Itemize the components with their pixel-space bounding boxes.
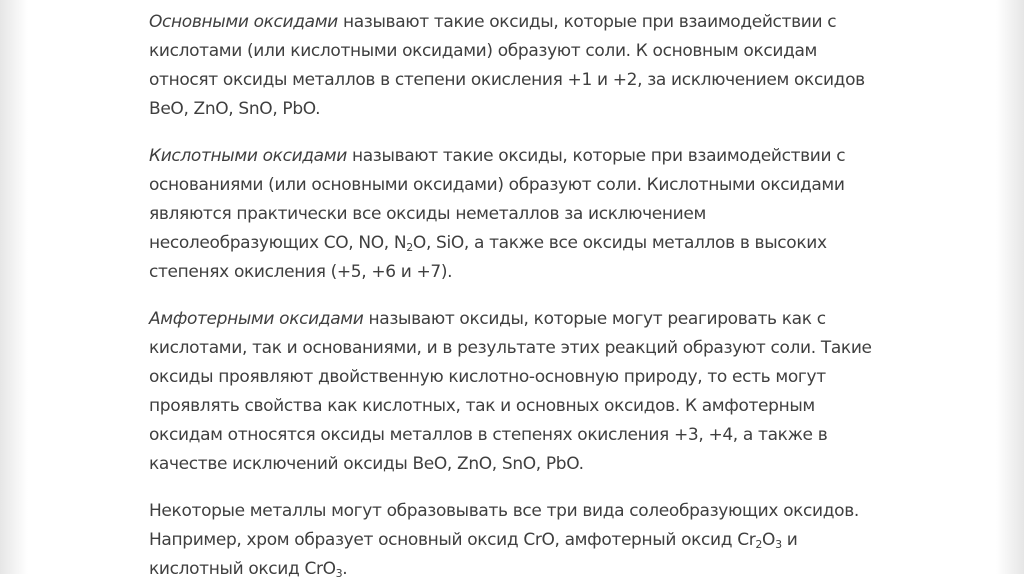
text-line: являются практически все оксиды неметаллов за исключением: [149, 204, 706, 224]
term-basic-oxides: Основными оксидами: [149, 12, 338, 32]
text-fragment: называют такие оксиды, которые при взаимодействии с: [337, 12, 837, 32]
text-line: оксидам относятся оксиды металлов в степенях окисления +3, +4, а также в: [149, 425, 828, 445]
text-line: степенях окисления (+5, +6 и +7).: [149, 262, 453, 282]
text-line: [149, 555, 889, 584]
text-line: [149, 142, 889, 171]
text-line: BeO, ZnO, SnO, PbO.: [149, 99, 321, 119]
text-line: кислотами, так и основаниями, и в результате этих реакций образуют соли. Такие: [149, 338, 872, 358]
text-line: [149, 305, 889, 334]
text-line: оксиды проявляют двойственную кислотно-основную природу, то есть могут: [149, 367, 826, 387]
paragraph-basic-oxides: [149, 8, 889, 124]
subscript: 3: [775, 538, 782, 551]
text-line: качестве исключений оксиды BeO, ZnO, SnO, PbO.: [149, 454, 584, 474]
term-acidic-oxides: Кислотными оксидами: [149, 146, 347, 166]
text-line: относят оксиды металлов в степени окисления +1 и +2, за исключением оксидов: [149, 70, 865, 90]
term-amphoteric-oxides: Амфотерными оксидами: [149, 309, 364, 329]
text-fragment: кислотный оксид CrO: [149, 559, 336, 579]
text-fragment: называют оксиды, которые могут реагировать как с: [363, 309, 826, 329]
text-line: [149, 8, 889, 37]
text-fragment: называют такие оксиды, которые при взаимодействии с: [346, 146, 846, 166]
left-edge-shadow: [0, 0, 28, 574]
text-fragment: и: [781, 530, 798, 550]
text-line: [149, 229, 889, 258]
text-line: основаниями (или основными оксидами) образуют соли. Кислотными оксидами: [149, 175, 845, 195]
paragraph-chromium-example: [149, 497, 889, 584]
right-edge-shadow: [996, 0, 1024, 574]
text-body: [149, 8, 889, 584]
text-line: кислотами (или кислотными оксидами) образуют соли. К основным оксидам: [149, 41, 818, 61]
paragraph-acidic-oxides: [149, 142, 889, 287]
paragraph-amphoteric-oxides: [149, 305, 889, 479]
text-line: проявлять свойства как кислотных, так и основных оксидов. К амфотерным: [149, 396, 815, 416]
text-fragment: O: [762, 530, 776, 550]
text-fragment: несолеобразующих CO, NO, N: [149, 233, 407, 253]
text-line: Некоторые металлы могут образовывать все три вида солеобразующих оксидов.: [149, 501, 859, 521]
subscript: 2: [406, 241, 413, 254]
subscript: 2: [755, 538, 763, 551]
text-line: [149, 526, 889, 555]
subscript: 3: [335, 567, 343, 580]
text-fragment: O, SiO, а также все оксиды металлов в высоких: [412, 233, 827, 253]
text-fragment: Например, хром образует основный оксид CrO, амфотерный оксид Cr: [149, 530, 756, 550]
text-fragment: .: [342, 559, 348, 579]
